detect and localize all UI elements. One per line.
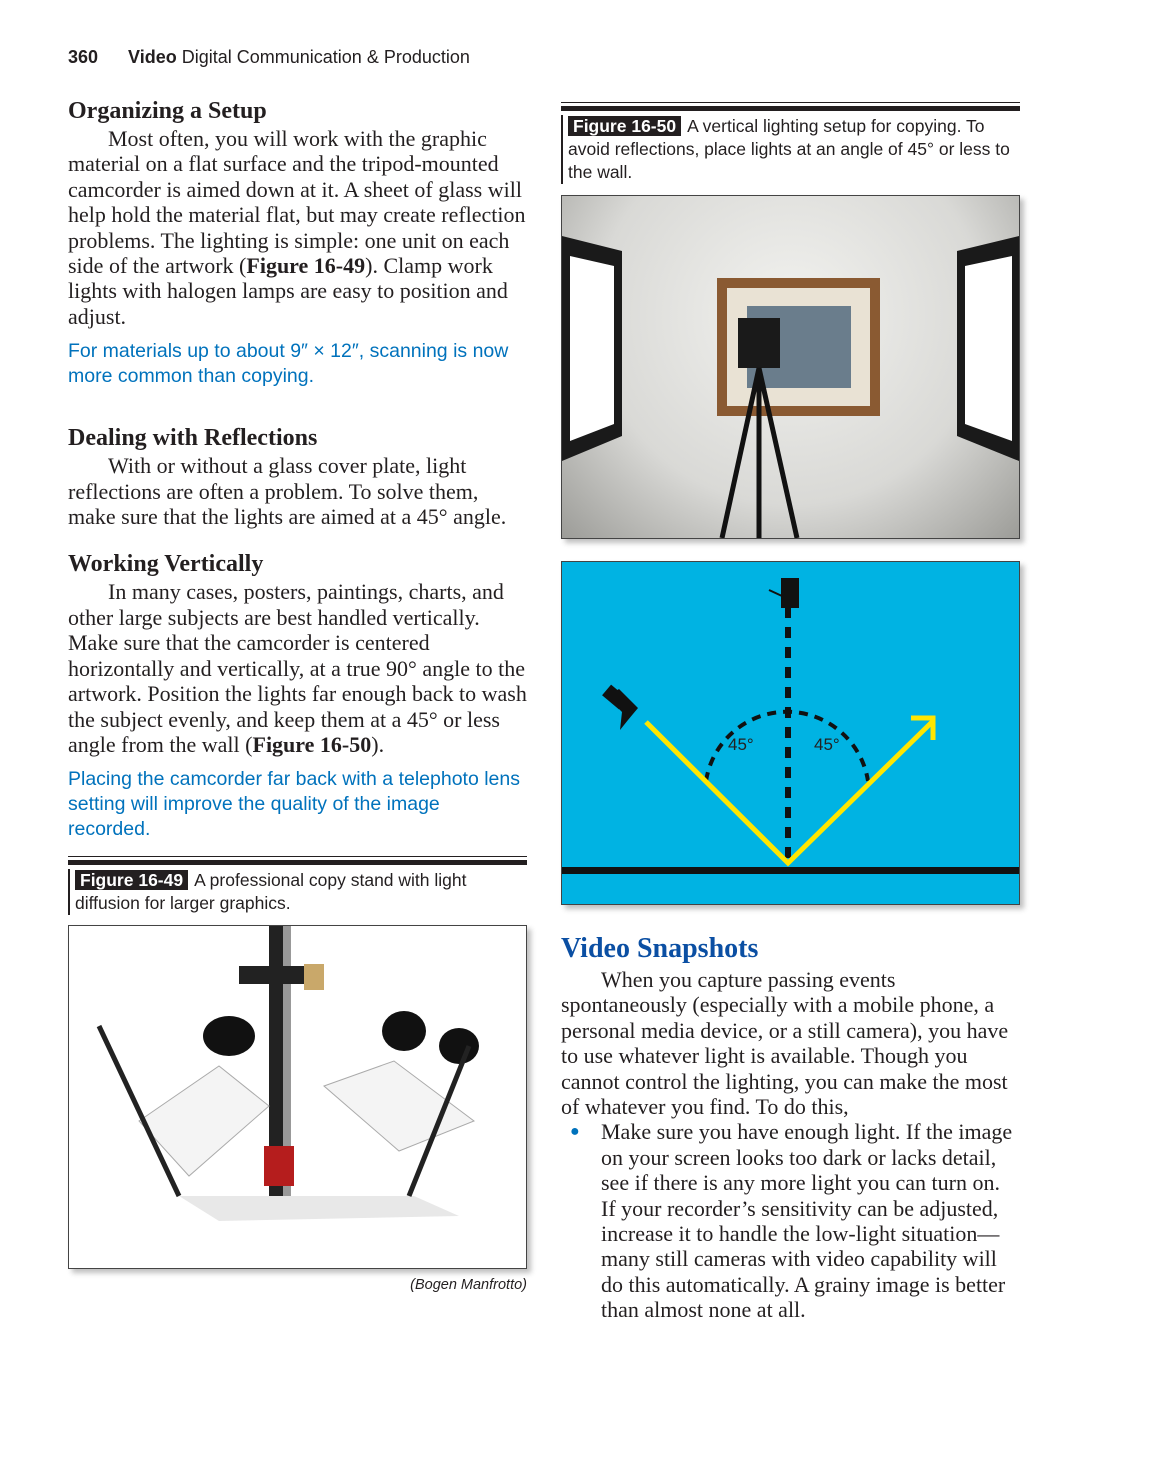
figure-label: Figure 16-50 bbox=[568, 116, 681, 136]
angle-label-left: 45° bbox=[728, 735, 754, 754]
text: In many cases, posters, paintings, charts, and other large subjects are best handled vertically. Make sure that the camcorder is centered horizontally and vertically, at a true 90° angle to the artwork. Position the lights far enough back to wash the subject evenly, and keep them at a 45° or less angle from the wall ( bbox=[68, 579, 527, 757]
paragraph-snapshots: When you capture passing events spontaneously (especially with a mobile phone, a personal media device, or a still camera), you have to use whatever light is available. Though you cannot control the lighting, you can make the most of whatever you find. To do this, bbox=[561, 967, 1009, 1120]
copy-stand-illustration bbox=[69, 926, 526, 1268]
book-title-bold: Video bbox=[128, 47, 177, 67]
margin-note: Placing the camcorder far back with a telephoto lens setting will improve the quality of the image recorded. bbox=[68, 768, 520, 841]
margin-note: For materials up to about 9″ × 12″, scanning is now more common than copying. bbox=[68, 340, 509, 388]
heading-video-snapshots: Video Snapshots bbox=[561, 933, 759, 964]
caption-text: A professional copy stand with light diffusion for larger graphics. bbox=[75, 870, 467, 914]
figure-16-50-caption bbox=[561, 106, 1020, 185]
bullet-icon: ● bbox=[570, 1123, 580, 1141]
book-title: Digital Communication & Production bbox=[181, 47, 470, 67]
paragraph-vertical bbox=[68, 579, 527, 757]
text: Most often, you will work with the graphic material on a flat surface and the tripod-mounted camcorder is aimed down at it. A sheet of glass will help hold the material flat, but may create reflection problems. The lighting is simple: one unit on each side of the artwork ( bbox=[68, 126, 526, 279]
vertical-setup-illustration bbox=[562, 196, 1019, 538]
left-column bbox=[68, 96, 527, 1293]
vertical-setup-photo bbox=[561, 195, 1020, 539]
left-text-block bbox=[68, 96, 527, 842]
diagram-svg bbox=[562, 562, 1019, 904]
figure-16-49-caption bbox=[68, 860, 527, 915]
tips-list bbox=[561, 1119, 1020, 1322]
text: ). bbox=[371, 731, 385, 757]
heading-vertical: Working Vertically bbox=[68, 551, 264, 578]
photo-credit: (Bogen Manfrotto) bbox=[410, 1277, 527, 1294]
lighting-angle-diagram bbox=[561, 561, 1020, 905]
heading-organizing-setup: Organizing a Setup bbox=[68, 98, 267, 124]
paragraph-organizing bbox=[68, 126, 527, 329]
page-number: 360 bbox=[68, 47, 99, 67]
list-item bbox=[570, 1119, 1020, 1323]
right-column bbox=[561, 97, 1020, 1323]
figure-ref[interactable]: Figure 16-49 bbox=[246, 253, 366, 279]
angle-label-right: 45° bbox=[814, 735, 840, 754]
caption-text: A vertical lighting setup for copying. To avoid reflections, place lights at an angle of 45° or less to the wall. bbox=[568, 116, 1010, 182]
heading-reflections: Dealing with Reflections bbox=[68, 425, 318, 452]
copy-stand-photo bbox=[68, 925, 527, 1269]
camera-icon bbox=[781, 578, 799, 608]
figure-ref[interactable]: Figure 16-50 bbox=[252, 731, 372, 757]
text: ). Clamp work lights with halogen lamps are easy to position and adjust. bbox=[68, 253, 508, 329]
wall-line bbox=[562, 867, 1019, 874]
paragraph-reflections: With or without a glass cover plate, light reflections are often a problem. To solve them, make sure that the lights are aimed at a 45° angle. bbox=[68, 453, 507, 530]
figure-label: Figure 16-49 bbox=[75, 870, 188, 890]
list-item-text: Make sure you have enough light. If the image on your screen looks too dark or lacks detail, see if there is any more light you can turn on. If your recorder’s sensitivity can be adjusted, increase it to handle the low-light situation—many still cameras with video capability will do this automatically. A grainy image is better than almost none at all. bbox=[601, 1119, 1013, 1323]
running-header bbox=[68, 47, 470, 68]
